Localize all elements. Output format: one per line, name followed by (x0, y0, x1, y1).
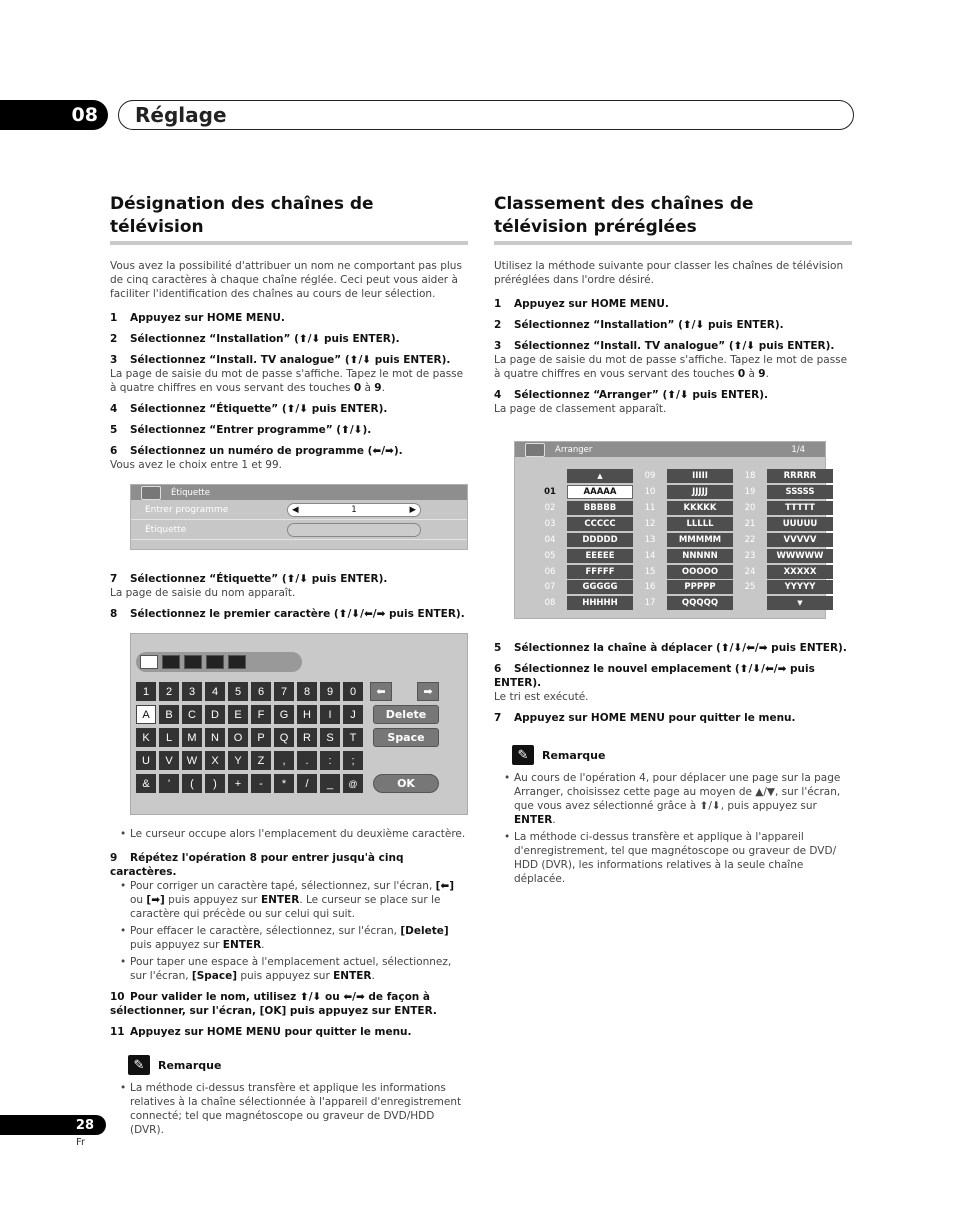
key[interactable]: 5 (228, 682, 248, 701)
key[interactable]: M (182, 728, 202, 747)
page-number: 28 (0, 1115, 106, 1135)
key[interactable]: 0 (343, 682, 363, 701)
key[interactable]: U (136, 751, 156, 770)
channel-column-1 (533, 469, 633, 611)
left-column (110, 193, 468, 1137)
char-slot-1 (140, 655, 158, 669)
key[interactable]: * (274, 774, 294, 793)
list-item[interactable]: 07 GGGGG (533, 580, 633, 594)
step-4-desc: La page de classement apparaît. (494, 403, 667, 415)
key[interactable]: : (320, 751, 340, 770)
list-item[interactable]: 20 TTTTT (733, 501, 833, 515)
list-item[interactable]: 11 KKKKK (633, 501, 733, 515)
program-number-value: 1 (351, 504, 357, 515)
step-9: 9 Répétez l'opération 8 pour entrer jusqu'à cinq caractères. (110, 852, 404, 878)
list-item[interactable]: 03 CCCCC (533, 517, 633, 531)
step-6-desc: Le tri est exécuté. (494, 691, 589, 703)
note-bullets (122, 1081, 468, 1137)
list-item[interactable]: 24 XXXXX (733, 564, 833, 578)
key[interactable]: 7 (274, 682, 294, 701)
step-6: 6 Sélectionnez un numéro de programme (⬅/➡). (110, 445, 403, 457)
note-header (512, 745, 852, 765)
key[interactable]: , (274, 751, 294, 770)
key[interactable]: P (251, 728, 271, 747)
intro-text: Utilisez la méthode suivante pour classer les chaînes de télévision préréglées dans l'ordre désiré. (494, 260, 844, 286)
key[interactable]: 1 (136, 682, 156, 701)
note-label: Remarque (158, 1058, 222, 1072)
list-item[interactable]: 18 RRRRR (733, 469, 833, 483)
list-item[interactable]: 06 FFFFF (533, 564, 633, 578)
key[interactable]: N (205, 728, 225, 747)
keyboard-row-5 (136, 774, 467, 793)
key[interactable]: . (297, 751, 317, 770)
step-8: 8 Sélectionnez le premier caractère (⬆/⬇/⬅/➡ puis ENTER). (110, 608, 465, 620)
right-arrow-icon: ▶ (409, 504, 416, 515)
step-3: 3 Sélectionnez “Install. TV analogue” (⬆/⬇ puis ENTER). (494, 340, 835, 352)
key[interactable]: & (136, 774, 156, 793)
panel-header (131, 485, 467, 500)
char-slot-3 (184, 655, 202, 669)
scroll-up-button[interactable]: ▲ (567, 469, 633, 483)
keyboard-row-1 (136, 682, 467, 701)
step-7: 7 Sélectionnez “Étiquette” (⬆/⬇ puis ENTER). (110, 573, 388, 585)
tv-icon (141, 486, 161, 500)
step-3-desc: La page de saisie du mot de passe s'affiche. Tapez le mot de passe à quatre chiffres en vous servant des touches 0 à 9. (494, 354, 848, 380)
page-language: Fr (76, 1137, 86, 1148)
list-item: • Pour taper une espace à l'emplacement actuel, sélectionnez, sur l'écran, [Space] puis appuyez sur ENTER. (122, 955, 468, 983)
step-7-desc: La page de saisie du nom apparaît. (110, 587, 296, 599)
space-button[interactable]: Space (373, 728, 439, 747)
key[interactable]: G (274, 705, 294, 724)
tv-icon (525, 443, 545, 457)
list-item[interactable]: 14 NNNNN (633, 548, 733, 562)
key[interactable]: R (297, 728, 317, 747)
step-1: 1 Appuyez sur HOME MENU. (110, 312, 285, 324)
key[interactable]: D (205, 705, 225, 724)
etiquette-panel (130, 484, 468, 550)
list-item[interactable]: 13 MMMMM (633, 533, 733, 547)
list-item[interactable]: 05 EEEEE (533, 548, 633, 562)
intro-text: Vous avez la possibilité d'attribuer un nom ne comportant pas plus de cinq caractères à chaque chaîne réglée. Ceci peut vous aider à faciliter l'identification des chaînes au cours de leur sélection. (110, 260, 462, 300)
list-item (533, 469, 633, 483)
step-2: 2 Sélectionnez “Installation” (⬆/⬇ puis ENTER). (110, 333, 400, 345)
key[interactable]: @ (343, 774, 363, 793)
arranger-panel (514, 441, 826, 619)
list-item[interactable]: 15 OOOOO (633, 564, 733, 578)
step-11: 11 Appuyez sur HOME MENU pour quitter le menu. (110, 1026, 412, 1038)
list-item[interactable]: 09 IIIII (633, 469, 733, 483)
step-10: 10 Pour valider le nom, utilisez ⬆/⬇ ou ⬅/➡ de façon à sélectionner, sur l'écran, [OK] puis appuyez sur ENTER. (110, 991, 437, 1017)
list-item: • La méthode ci-dessus transfère et applique à l'appareil d'enregistrement, tel que magnétoscope ou graveur de DVD/ HDD (DVR), les informations relatives à la seule chaîne déplacée. (506, 830, 852, 886)
step-9-bullets (122, 879, 468, 983)
etiquette-row (131, 520, 467, 540)
step-2: 2 Sélectionnez “Installation” (⬆/⬇ puis ENTER). (494, 319, 784, 331)
step-6: 6 Sélectionnez le nouvel emplacement (⬆/⬇/⬅/➡ puis ENTER). (494, 663, 815, 689)
list-item (733, 596, 833, 610)
pencil-icon: ✎ (512, 745, 534, 765)
step-4: 4 Sélectionnez “Arranger” (⬆/⬇ puis ENTER). (494, 389, 769, 401)
enter-program-label: Entrer programme (145, 504, 229, 515)
list-item: • Pour effacer le caractère, sélectionnez, sur l'écran, [Delete] puis appuyez sur ENTER. (122, 924, 468, 952)
program-number-selector[interactable] (287, 503, 421, 517)
enter-program-row (131, 500, 467, 520)
chapter-number: 08 (0, 100, 108, 130)
ok-button[interactable]: OK (373, 774, 439, 793)
key[interactable]: H (297, 705, 317, 724)
panel-title: Étiquette (171, 487, 210, 498)
key[interactable]: L (159, 728, 179, 747)
delete-button[interactable]: Delete (373, 705, 439, 724)
channel-column-3 (733, 469, 833, 611)
step-7: 7 Appuyez sur HOME MENU pour quitter le menu. (494, 712, 796, 724)
list-item[interactable]: 16 PPPPP (633, 580, 733, 594)
list-item[interactable]: 19 SSSSS (733, 485, 833, 499)
section-heading-naming: Désignation des chaînes de télévision (110, 193, 468, 245)
list-item[interactable]: 23 WWWWW (733, 548, 833, 562)
step-8-bullets (122, 827, 468, 841)
key[interactable]: _ (320, 774, 340, 793)
key[interactable]: W (182, 751, 202, 770)
key[interactable]: - (251, 774, 271, 793)
right-column (494, 193, 852, 886)
key[interactable]: + (228, 774, 248, 793)
key[interactable]: A (136, 705, 156, 724)
step-3: 3 Sélectionnez “Install. TV analogue” (⬆/⬇ puis ENTER). (110, 354, 451, 366)
key[interactable]: V (159, 751, 179, 770)
etiquette-field[interactable] (287, 523, 421, 537)
arranger-grid (515, 457, 825, 611)
key[interactable]: 8 (297, 682, 317, 701)
left-arrow-icon: ◀ (292, 504, 299, 515)
char-slot-4 (206, 655, 224, 669)
name-entry-bar (136, 652, 302, 672)
list-item[interactable]: 21 UUUUU (733, 517, 833, 531)
list-item: • Au cours de l'opération 4, pour déplacer une page sur la page Arranger, choisissez cette page au moyen de ▲/▼, sur l'écran, que vous avez sélectionné grâce à ⬆/⬇, puis appuyez sur ENTER. (506, 771, 852, 827)
key[interactable]: S (320, 728, 340, 747)
key[interactable]: J (343, 705, 363, 724)
list-item[interactable]: 17 QQQQQ (633, 596, 733, 610)
step-3-desc: La page de saisie du mot de passe s'affiche. Tapez le mot de passe à quatre chiffres en vous servant des touches 0 à 9. (110, 368, 464, 394)
etiquette-label: Étiquette (145, 524, 187, 535)
step-4: 4 Sélectionnez “Étiquette” (⬆/⬇ puis ENTER). (110, 403, 388, 415)
list-item[interactable]: 12 LLLLL (633, 517, 733, 531)
key[interactable]: Z (251, 751, 271, 770)
key[interactable]: ( (182, 774, 202, 793)
list-item[interactable]: 02 BBBBB (533, 501, 633, 515)
key[interactable]: 6 (251, 682, 271, 701)
list-item[interactable]: 08 HHHHH (533, 596, 633, 610)
step-5: 5 Sélectionnez la chaîne à déplacer (⬆/⬇/⬅/➡ puis ENTER). (494, 642, 847, 654)
note-header (128, 1055, 468, 1075)
list-item[interactable]: 01 AAAAA (533, 485, 633, 499)
key[interactable]: X (205, 751, 225, 770)
page-indicator: 1/4 (791, 444, 805, 455)
key[interactable]: B (159, 705, 179, 724)
key[interactable]: 9 (320, 682, 340, 701)
cursor-right-key[interactable]: ➡ (417, 682, 439, 701)
key[interactable]: ) (205, 774, 225, 793)
step-6-desc: Vous avez le choix entre 1 et 99. (110, 459, 282, 471)
key[interactable]: E (228, 705, 248, 724)
char-slot-5 (228, 655, 246, 669)
onscreen-keyboard (130, 633, 468, 815)
keyboard-row-2 (136, 705, 467, 724)
key[interactable]: O (228, 728, 248, 747)
char-slot-2 (162, 655, 180, 669)
key[interactable]: K (136, 728, 156, 747)
keyboard-row-3 (136, 728, 467, 747)
panel-title: Arranger (555, 444, 593, 455)
key[interactable]: C (182, 705, 202, 724)
key[interactable]: 2 (159, 682, 179, 701)
list-item[interactable]: 04 DDDDD (533, 533, 633, 547)
note-label: Remarque (542, 748, 606, 762)
key[interactable]: Q (274, 728, 294, 747)
section-heading-sorting: Classement des chaînes de télévision préréglées (494, 193, 852, 245)
list-item: • Pour corriger un caractère tapé, sélectionnez, sur l'écran, [⬅] ou [➡] puis appuyez sur ENTER. Le curseur se place sur le caractère qui précède ou sur celui qui suit. (122, 879, 468, 921)
key[interactable]: ' (159, 774, 179, 793)
pencil-icon: ✎ (128, 1055, 150, 1075)
key[interactable]: T (343, 728, 363, 747)
keyboard-row-4 (136, 751, 467, 770)
list-item[interactable]: 22 VVVVV (733, 533, 833, 547)
chapter-title: Réglage (118, 100, 854, 130)
panel-header (515, 442, 825, 457)
key[interactable]: Y (228, 751, 248, 770)
scroll-down-button[interactable]: ▼ (767, 596, 833, 610)
channel-column-2 (633, 469, 733, 611)
key[interactable]: 3 (182, 682, 202, 701)
step-1: 1 Appuyez sur HOME MENU. (494, 298, 669, 310)
list-item: • Le curseur occupe alors l'emplacement du deuxième caractère. (122, 827, 468, 841)
key[interactable]: / (297, 774, 317, 793)
key[interactable]: I (320, 705, 340, 724)
note-bullets (506, 771, 852, 886)
key[interactable]: F (251, 705, 271, 724)
key[interactable]: 4 (205, 682, 225, 701)
list-item: • La méthode ci-dessus transfère et applique les informations relatives à la chaîne sélectionnée à l'appareil d'enregistrement connecté; tel que magnétoscope ou graveur de DVD/HDD (DVR). (122, 1081, 468, 1137)
list-item[interactable]: 25 YYYYY (733, 580, 833, 594)
list-item[interactable]: 10 JJJJJ (633, 485, 733, 499)
cursor-left-key[interactable]: ⬅ (370, 682, 392, 701)
step-5: 5 Sélectionnez “Entrer programme” (⬆/⬇). (110, 424, 372, 436)
key[interactable]: ; (343, 751, 363, 770)
